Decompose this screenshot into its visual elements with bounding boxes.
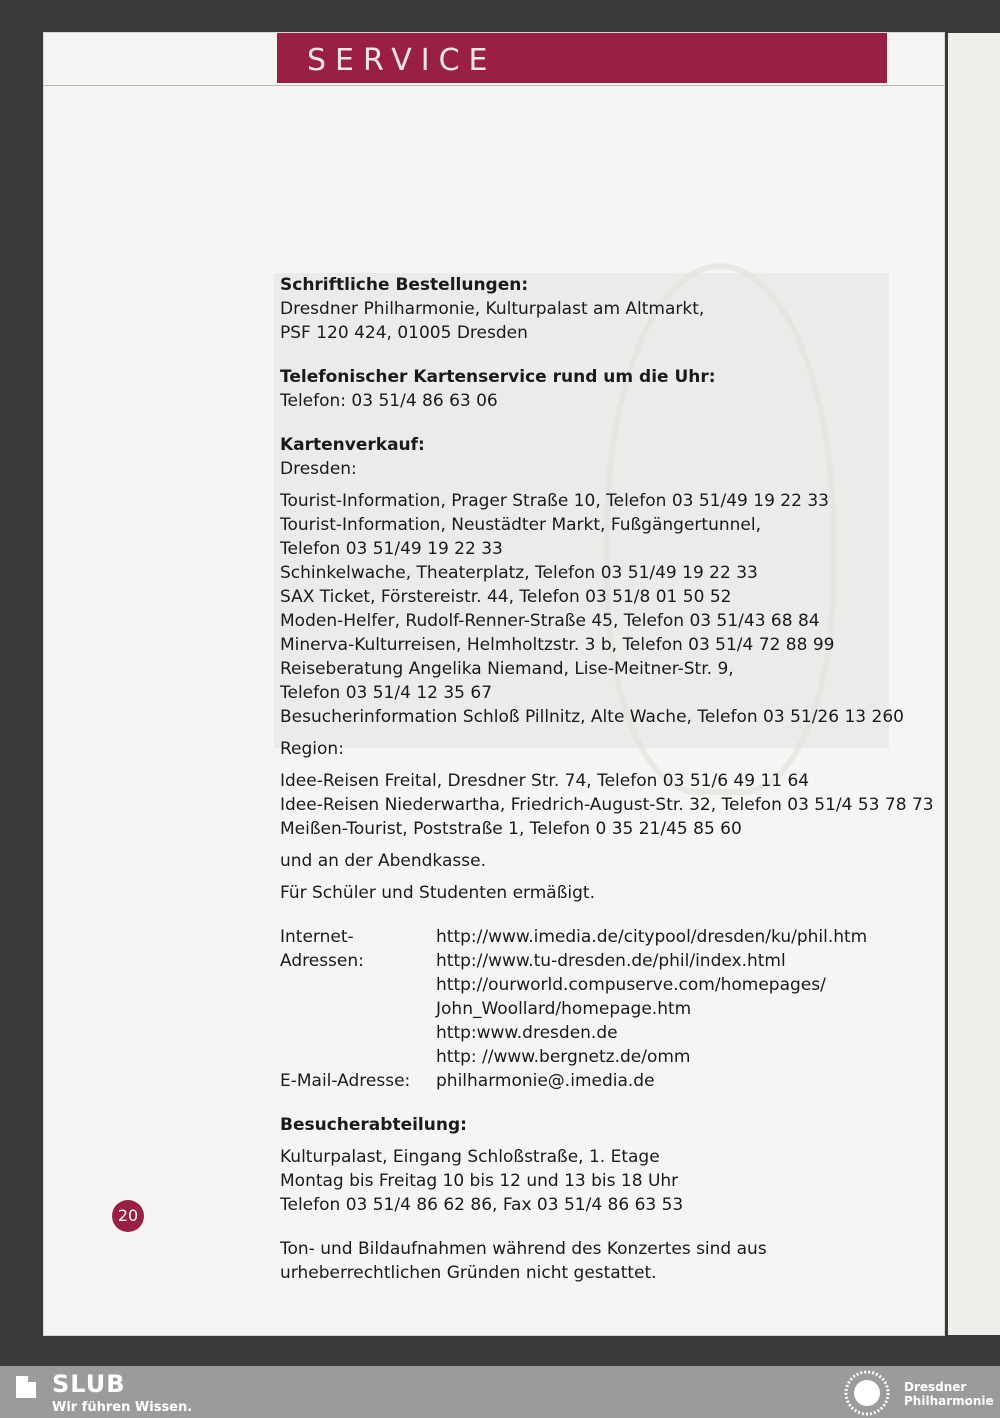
internet-label: Internet-Adressen:	[280, 927, 364, 971]
library-name: SLUB	[52, 1370, 126, 1398]
orders-line: Dresdner Philharmonie, Kulturpalast am Altmarkt,	[280, 299, 705, 319]
email-label: E-Mail-Adresse:	[280, 1071, 411, 1091]
url-link[interactable]: http: //www.bergnetz.de/omm	[436, 1047, 691, 1067]
sales-outlet: Besucherinformation Schloß Pillnitz, Alte Wache, Telefon 03 51/26 13 260	[280, 707, 904, 727]
library-tagline: Wir führen Wissen.	[52, 1400, 193, 1415]
philharmonie-logo-icon	[842, 1368, 892, 1418]
viewer-footer	[0, 1366, 1000, 1418]
recording-notice: Ton- und Bildaufnahmen während des Konzertes sind aus urheberrechtlichen Gründen nicht gestattet.	[280, 1239, 767, 1283]
region-outlet: Idee-Reisen Niederwartha, Friedrich-August-Str. 32, Telefon 03 51/4 53 78 73	[280, 795, 934, 815]
sales-city-label: Dresden:	[280, 459, 357, 479]
sales-outlet: SAX Ticket, Förstereistr. 44, Telefon 03 51/8 01 50 52	[280, 587, 732, 607]
page-number: 20	[112, 1200, 144, 1232]
url-link[interactable]: http://www.tu-dresden.de/phil/index.html	[436, 951, 786, 971]
facing-page-edge	[948, 33, 1000, 1335]
sales-region-label: Region:	[280, 739, 344, 759]
sales-outlet: Tourist-Information, Neustädter Markt, Fußgängertunnel,	[280, 515, 761, 535]
visitors-line: Montag bis Freitag 10 bis 12 und 13 bis 18 Uhr	[280, 1171, 679, 1191]
sales-outlet: Tourist-Information, Prager Straße 10, Telefon 03 51/49 19 22 33	[280, 491, 829, 511]
url-link[interactable]: http://ourworld.compuserve.com/homepages/	[436, 975, 826, 995]
phone-heading: Telefonischer Kartenservice rund um die Uhr:	[280, 367, 716, 387]
sales-section	[280, 433, 934, 905]
url-link[interactable]: http:www.dresden.de	[436, 1023, 618, 1043]
sales-outlet: Telefon 03 51/49 19 22 33	[280, 539, 503, 559]
sales-outlet: Minerva-Kulturreisen, Helmholtzstr. 3 b, Telefon 03 51/4 72 88 99	[280, 635, 835, 655]
phone-section	[280, 365, 920, 413]
orchestra-name-line1: Dresdner	[904, 1380, 967, 1394]
visitors-line: Kulturpalast, Eingang Schloßstraße, 1. Etage	[280, 1147, 660, 1167]
email-link[interactable]: philharmonie@.imedia.de	[436, 1071, 655, 1091]
sales-heading: Kartenverkauf:	[280, 435, 425, 455]
header-rule	[44, 85, 944, 86]
discount-note: Für Schüler und Studenten ermäßigt.	[280, 883, 595, 903]
url-link[interactable]: http://www.imedia.de/citypool/dresden/ku/phil.htm	[436, 927, 868, 947]
evening-box-office: und an der Abendkasse.	[280, 851, 486, 871]
internet-section	[280, 925, 920, 1093]
orchestra-name-line2: Philharmonie	[904, 1394, 994, 1408]
url-link[interactable]: John_Woollard/homepage.htm	[436, 999, 692, 1019]
phone-line: Telefon: 03 51/4 86 63 06	[280, 391, 498, 411]
visitors-line: Telefon 03 51/4 86 62 86, Fax 03 51/4 86 63 53	[280, 1195, 684, 1215]
sales-outlet: Reiseberatung Angelika Niemand, Lise-Meitner-Str. 9,	[280, 659, 734, 679]
sales-outlet: Schinkelwache, Theaterplatz, Telefon 03 51/49 19 22 33	[280, 563, 758, 583]
sales-outlet: Telefon 03 51/4 12 35 67	[280, 683, 493, 703]
brochure-page	[44, 33, 944, 1335]
orders-heading: Schriftliche Bestellungen:	[280, 275, 529, 295]
region-outlet: Meißen-Tourist, Poststraße 1, Telefon 0 35 21/45 85 60	[280, 819, 742, 839]
visitors-heading: Besucherabteilung:	[280, 1115, 467, 1135]
service-content	[280, 273, 934, 1302]
orders-section	[280, 273, 920, 345]
section-title: SERVICE	[307, 43, 497, 78]
region-outlet: Idee-Reisen Freital, Dresdner Str. 74, Telefon 03 51/6 49 11 64	[280, 771, 810, 791]
orchestra-name	[904, 1380, 994, 1408]
section-banner	[277, 33, 887, 83]
orders-line: PSF 120 424, 01005 Dresden	[280, 323, 528, 343]
slub-logo-icon	[14, 1374, 38, 1400]
visitors-section	[280, 1113, 920, 1217]
sales-outlet: Moden-Helfer, Rudolf-Renner-Straße 45, Telefon 03 51/43 68 84	[280, 611, 820, 631]
